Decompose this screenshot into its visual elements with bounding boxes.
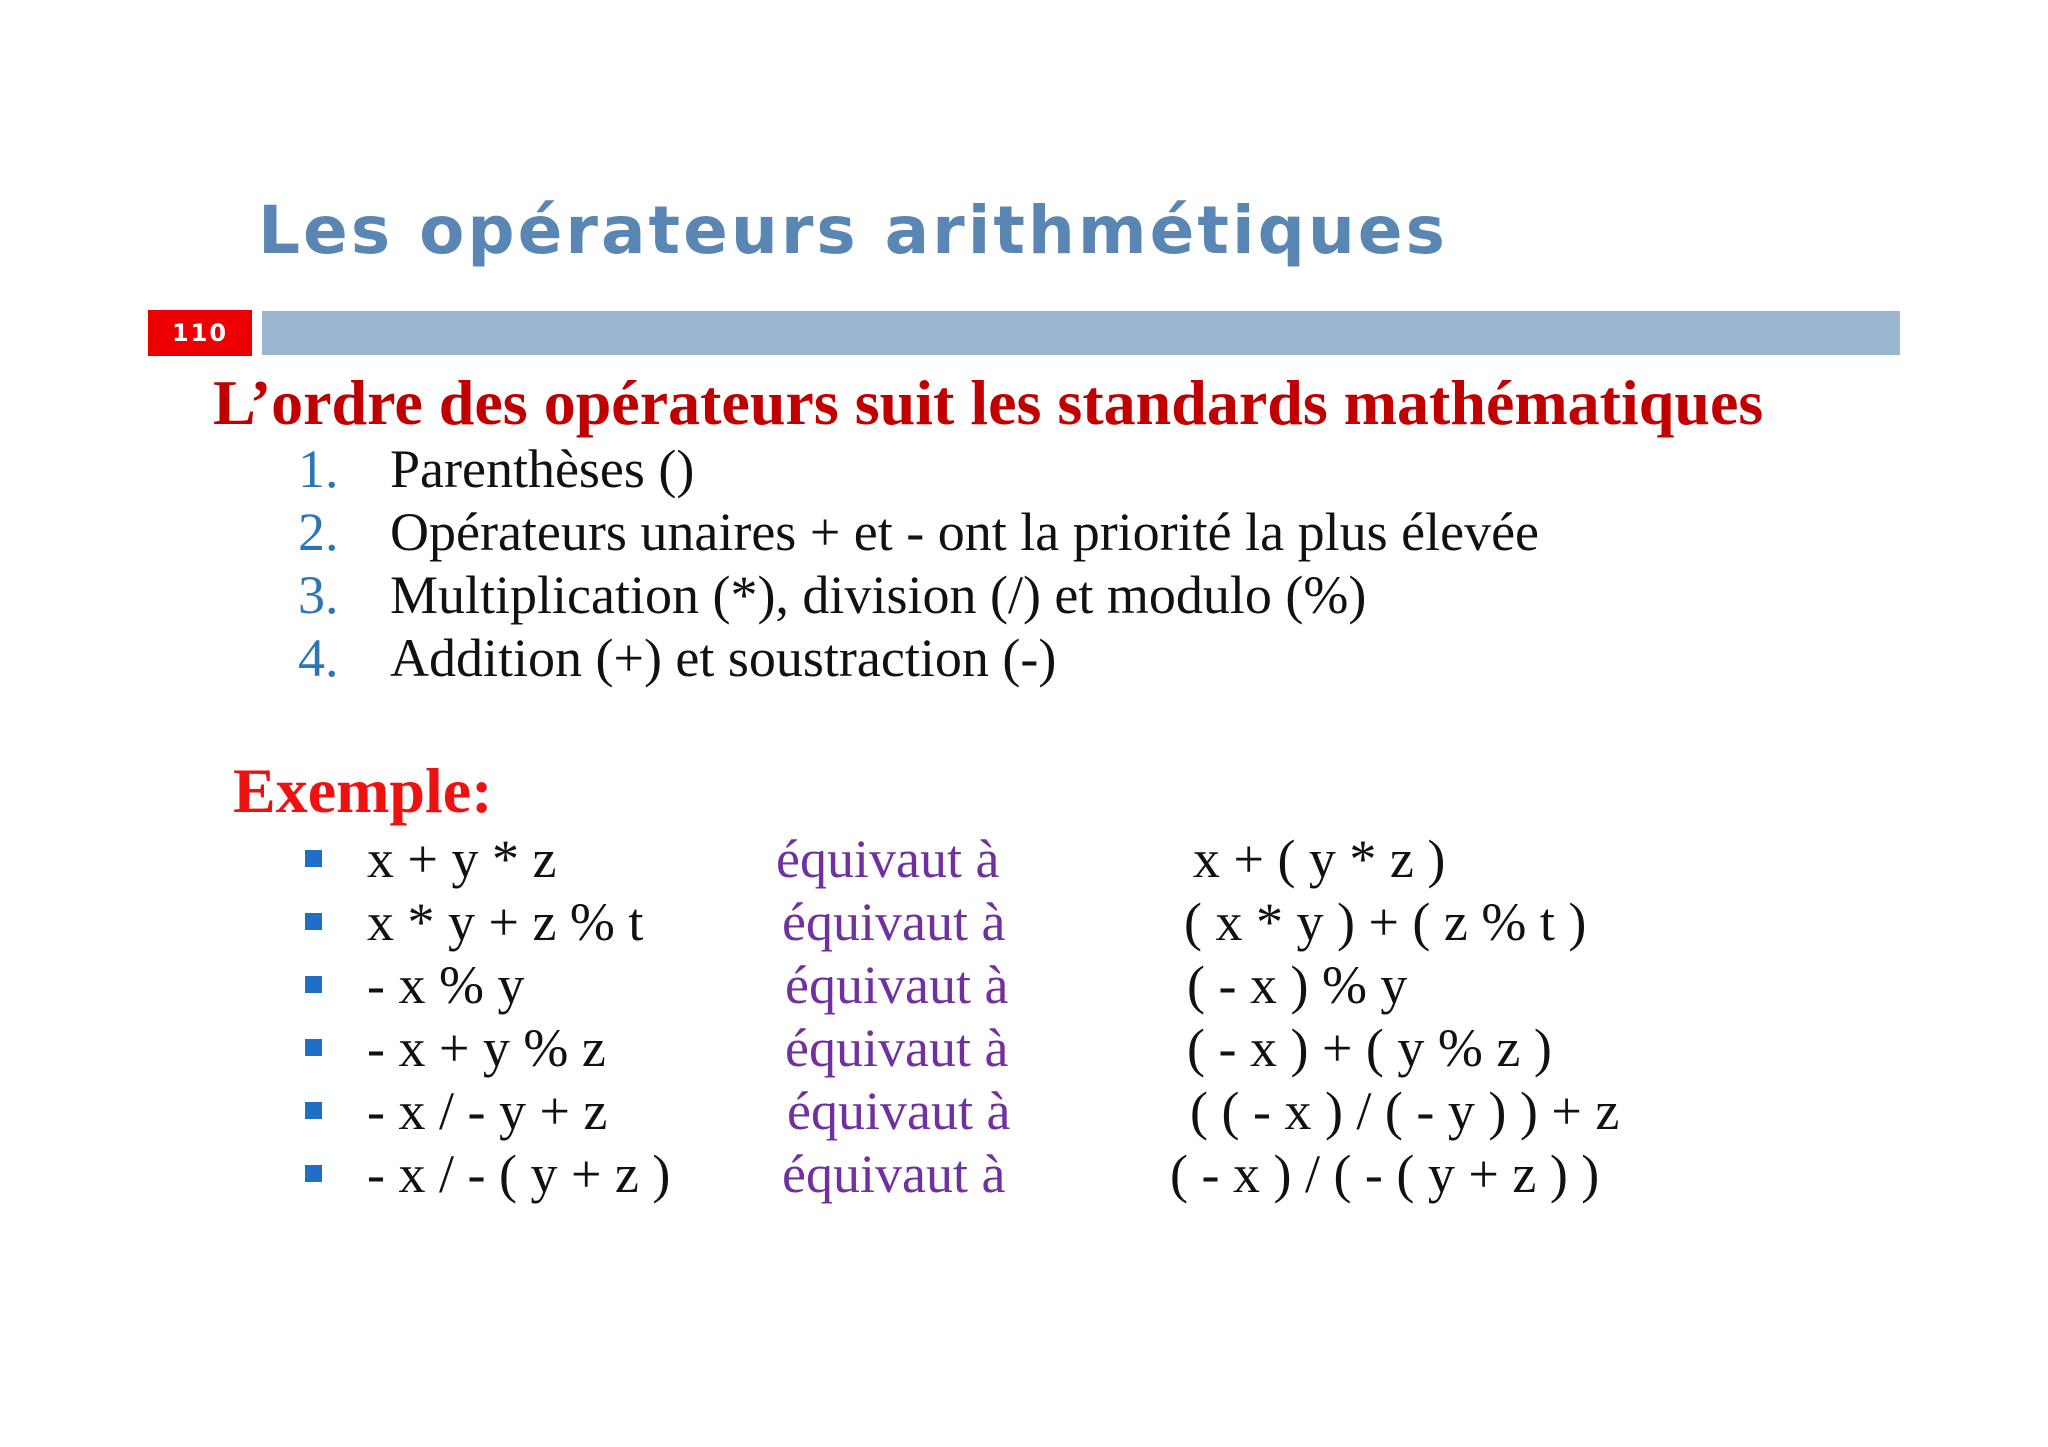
equivalence-label: équivaut à xyxy=(787,1081,1011,1141)
page-number-badge: 110 xyxy=(148,310,252,356)
equivalence-label: équivaut à xyxy=(785,955,1009,1015)
list-item xyxy=(298,627,1539,690)
list-text: Parenthèses () xyxy=(390,439,695,499)
expression: - x / - y + z xyxy=(367,1081,608,1141)
expression: - x / - ( y + z ) xyxy=(367,1144,671,1204)
equivalent-expression: ( x * y ) + ( z % t ) xyxy=(1184,892,1587,952)
square-bullet-icon xyxy=(305,1165,322,1182)
example-label: Exemple: xyxy=(233,755,493,826)
square-bullet-icon xyxy=(305,1102,322,1119)
title-underline-bar xyxy=(262,311,1900,355)
list-number: 3. xyxy=(298,565,339,625)
square-bullet-icon xyxy=(305,976,322,993)
list-text: Multiplication (*), division (/) et modulo (%) xyxy=(390,565,1367,625)
equivalence-label: équivaut à xyxy=(782,1144,1006,1204)
list-number: 1. xyxy=(298,439,339,499)
example-row xyxy=(0,1143,2048,1206)
list-text: Addition (+) et soustraction (-) xyxy=(390,628,1057,688)
expression: - x % y xyxy=(367,955,525,1015)
list-item xyxy=(298,438,1539,501)
equivalence-label: équivaut à xyxy=(776,829,1000,889)
equivalent-expression: x + ( y * z ) xyxy=(1193,829,1446,889)
section-heading: L’ordre des opérateurs suit les standards mathématiques xyxy=(213,367,1764,438)
expression: x * y + z % t xyxy=(367,892,644,952)
list-number: 2. xyxy=(298,502,339,562)
expression: x + y * z xyxy=(367,829,557,889)
example-row xyxy=(0,1017,2048,1080)
slide-title: Les opérateurs arithmétiques xyxy=(258,192,1448,269)
equivalent-expression: ( - x ) + ( y % z ) xyxy=(1187,1018,1552,1078)
equivalent-expression: ( - x ) / ( - ( y + z ) ) xyxy=(1170,1144,1600,1204)
expression: - x + y % z xyxy=(367,1018,606,1078)
list-text: Opérateurs unaires + et - ont la priorité la plus élevée xyxy=(390,502,1540,562)
example-row xyxy=(0,1080,2048,1143)
example-row xyxy=(0,954,2048,1017)
example-row xyxy=(0,828,2048,891)
equivalent-expression: ( ( - x ) / ( - y ) ) + z xyxy=(1190,1081,1620,1141)
list-item xyxy=(298,564,1539,627)
equivalent-expression: ( - x ) % y xyxy=(1187,955,1408,1015)
equivalence-label: équivaut à xyxy=(785,1018,1009,1078)
example-row xyxy=(0,891,2048,954)
square-bullet-icon xyxy=(305,1039,322,1056)
operator-precedence-list xyxy=(298,438,1539,690)
equivalence-label: équivaut à xyxy=(782,892,1006,952)
list-number: 4. xyxy=(298,628,339,688)
list-item xyxy=(298,501,1539,564)
square-bullet-icon xyxy=(305,913,322,930)
square-bullet-icon xyxy=(305,850,322,867)
example-list xyxy=(0,828,2048,1206)
